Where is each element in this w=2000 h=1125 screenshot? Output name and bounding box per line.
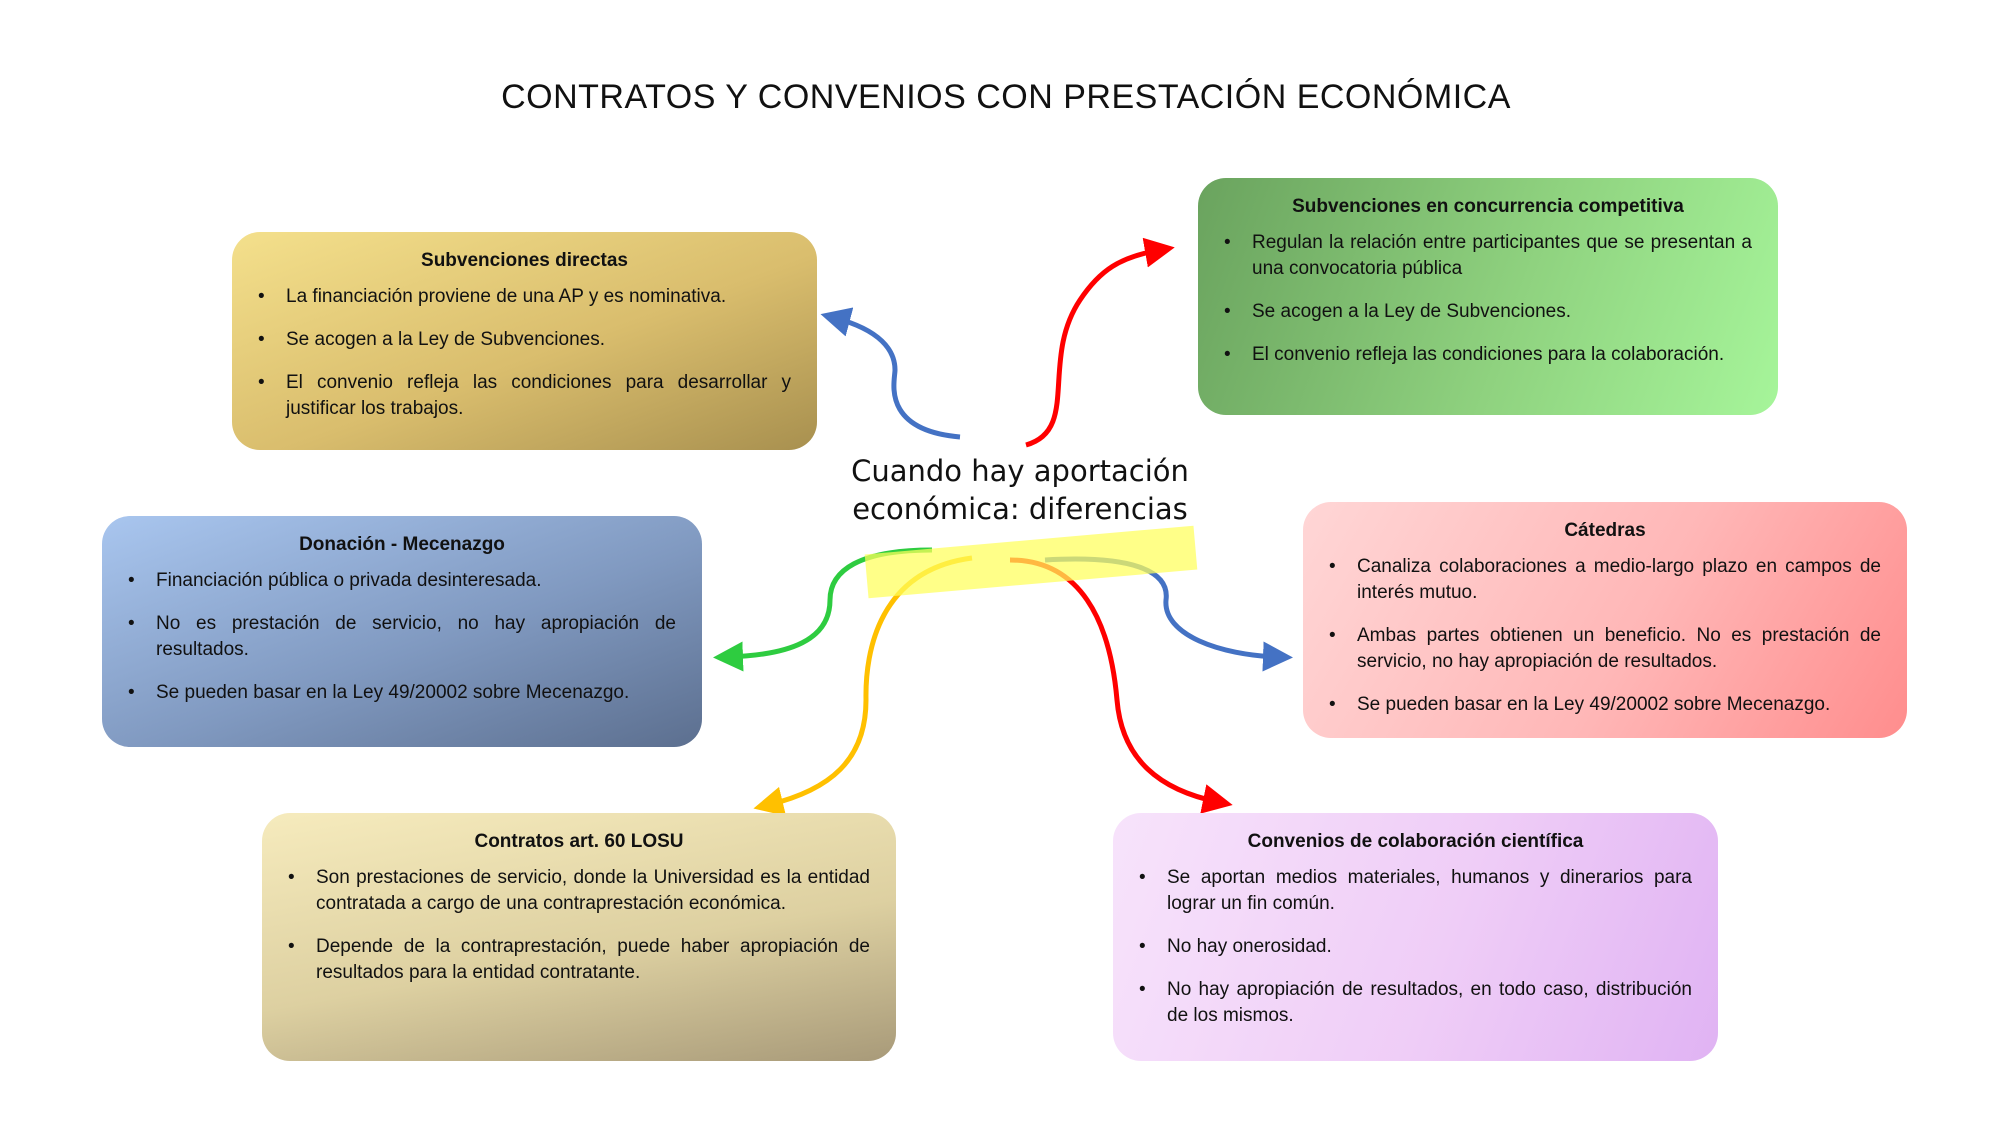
box-catedras (1303, 502, 1907, 738)
box-subvenciones-competitiva (1198, 178, 1778, 415)
bullet-item: • Se pueden basar en la Ley 49/20002 sobre Mecenazgo. (156, 680, 676, 706)
bullet-item: • Regulan la relación entre participantes que se presentan a una convocatoria pública (1252, 230, 1752, 282)
bullet-list (258, 284, 791, 422)
box-heading: Subvenciones directas (421, 250, 628, 271)
box-heading: Cátedras (1564, 520, 1646, 541)
box-heading: Donación - Mecenazgo (299, 534, 505, 555)
arrow-convenios (1010, 560, 1218, 802)
center-line-2: económica: diferencias (852, 492, 1188, 526)
bullet-list (1329, 554, 1881, 718)
arrow-subvenciones-competitiva (1026, 250, 1160, 445)
bullet-item: • La financiación proviene de una AP y es nominativa. (286, 284, 791, 310)
bullet-item: • Se aportan medios materiales, humanos y dinerarios para lograr un fin común. (1167, 865, 1692, 917)
bullet-item: • Canaliza colaboraciones a medio-largo plazo en campos de interés mutuo. (1357, 554, 1881, 606)
bullet-item: • El convenio refleja las condiciones para desarrollar y justificar los trabajos. (286, 370, 791, 422)
bullet-item: • Se pueden basar en la Ley 49/20002 sobre Mecenazgo. (1357, 692, 1881, 718)
bullet-item: • Se acogen a la Ley de Subvenciones. (1252, 299, 1752, 325)
box-heading: Convenios de colaboración científica (1247, 831, 1584, 852)
bullet-item: • Depende de la contraprestación, puede haber apropiación de resultados para la entidad contratante. (316, 934, 870, 986)
bullet-item: • El convenio refleja las condiciones para la colaboración. (1252, 342, 1752, 368)
arrow-subvenciones-directas (835, 318, 960, 437)
center-topic (820, 452, 1220, 528)
bullet-list (288, 865, 870, 986)
box-convenios-colaboracion (1113, 813, 1718, 1061)
box-donacion-mecenazgo (102, 516, 702, 747)
box-heading: Contratos art. 60 LOSU (474, 831, 684, 852)
bullet-item: • Se acogen a la Ley de Subvenciones. (286, 327, 791, 353)
page-title: CONTRATOS Y CONVENIOS CON PRESTACIÓN ECONÓMICA (501, 78, 1511, 116)
box-heading: Subvenciones en concurrencia competitiva (1292, 196, 1684, 217)
bullet-item: • Financiación pública o privada desinteresada. (156, 568, 676, 594)
bullet-list (128, 568, 676, 706)
bullet-item: • Ambas partes obtienen un beneficio. No es prestación de servicio, no hay apropiación de resultados. (1357, 623, 1881, 675)
bullet-item: • No es prestación de servicio, no hay apropiación de resultados. (156, 611, 676, 663)
box-contratos-losu (262, 813, 896, 1061)
box-subvenciones-directas (232, 232, 817, 450)
bullet-list (1139, 865, 1692, 1029)
bullet-list (1224, 230, 1752, 368)
center-line-1: Cuando hay aportación (851, 454, 1189, 488)
bullet-item: • No hay apropiación de resultados, en todo caso, distribución de los mismos. (1167, 977, 1692, 1029)
bullet-item: • Son prestaciones de servicio, donde la Universidad es la entidad contratada a cargo de una contraprestación económica. (316, 865, 870, 917)
bullet-item: • No hay onerosidad. (1167, 934, 1692, 960)
